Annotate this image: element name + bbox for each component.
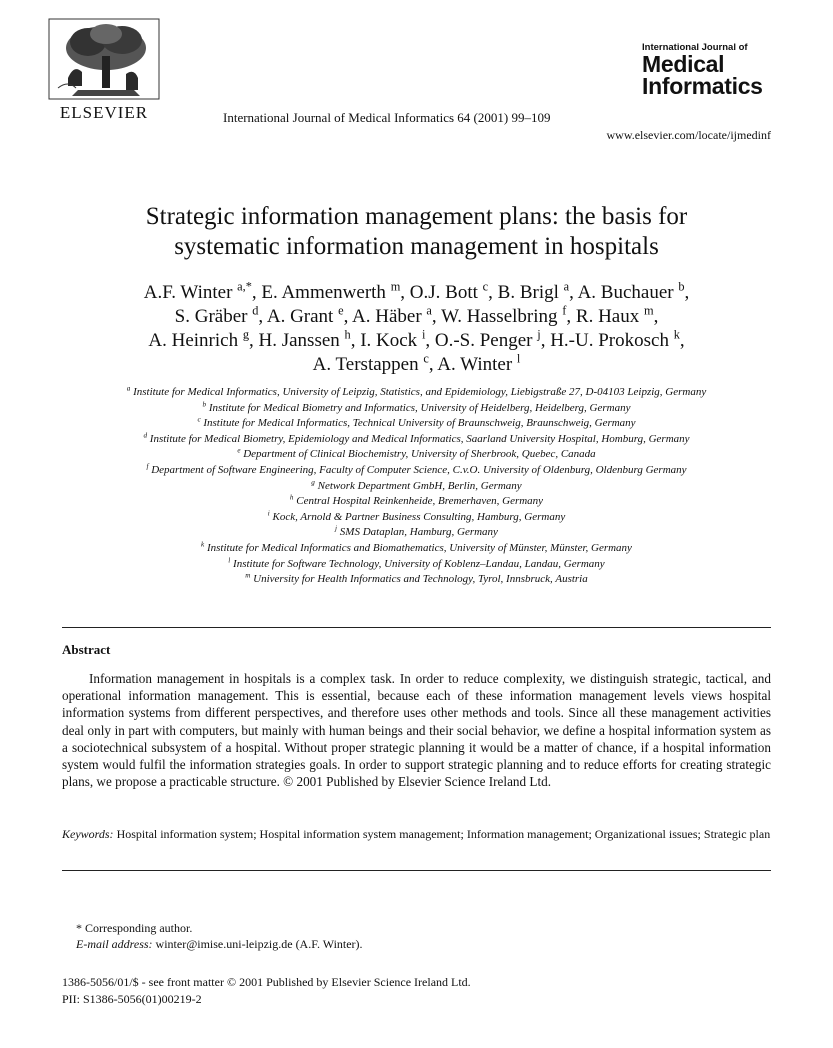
author-name: A. Winter: [437, 354, 513, 375]
affiliation-text: University for Health Informatics and Technology, Tyrol, Innsbruck, Austria: [253, 573, 588, 586]
pii-line: PII: S1386-5056(01)00219-2: [62, 992, 202, 1006]
journal-logo-line2: Medical: [642, 51, 725, 77]
affiliation-mark: d: [143, 431, 148, 440]
author-separator: ,: [431, 306, 442, 327]
affiliation-list: [40, 385, 793, 588]
journal-logo-line1: International Journal of: [642, 42, 748, 53]
abstract-body: Information management in hospitals is a complex task. In order to reduce complexity, we distinguish strategic, tactical, and operational information management. This is essential, because each of these information management levels views hospital information systems from different perspectives, and therefore uses other methods and tools. Since all these management activities deal only in part with computers, but mainly with human beings and their social behavior, we define a hospital information system as a sociotechnical subsystem of a hospital. Without proper strategic planning it would be a matter of chance, if a hospital information system would fulfil the information strategies goals. In order to support strategic planning and to reduce efforts for creating strategic plans, we propose a practicable structure. © 2001 Published by Elsevier Science Ireland Ltd.: [62, 671, 771, 790]
affiliation: [40, 401, 793, 417]
author-name: H.-U. Prokosch: [550, 330, 669, 351]
keywords: [62, 826, 771, 842]
title-line-1: Strategic information management plans: the basis for: [145, 203, 688, 230]
title-line-2: systematic information management in hospitals: [174, 233, 659, 260]
author-separator: ,: [249, 330, 259, 351]
author-name: A. Grant: [266, 306, 334, 327]
affiliation: [40, 447, 793, 463]
author-separator: ,: [343, 306, 353, 327]
author-affiliation-mark: c: [482, 279, 489, 294]
author-name: W. Hasselbring: [441, 306, 558, 327]
paper-title: [60, 202, 773, 262]
affiliation: [40, 525, 793, 541]
affiliation: [40, 510, 793, 526]
author-name: A. Buchauer: [577, 282, 674, 303]
author-affiliation-mark: m: [390, 279, 401, 294]
affiliation-mark: k: [201, 540, 205, 549]
author-name: O.-S. Penger: [434, 330, 533, 351]
affiliation-mark: b: [202, 399, 207, 408]
affiliation-mark: e: [237, 446, 241, 455]
author-separator: ,: [653, 306, 659, 327]
author-separator: ,: [428, 354, 438, 375]
author-affiliation-mark: a: [563, 279, 570, 294]
affiliation-mark: g: [311, 477, 315, 486]
author-affiliation-mark: i: [421, 327, 426, 342]
author-affiliation-mark: m: [643, 303, 654, 318]
affiliation: [40, 463, 793, 479]
author-separator: ,: [258, 306, 267, 327]
affiliation: [40, 541, 793, 557]
author-separator: ,: [425, 330, 435, 351]
author-affiliation-mark: h: [344, 327, 351, 342]
author-separator: ,: [566, 306, 576, 327]
affiliation: [40, 416, 793, 432]
affiliation-text: Department of Software Engineering, Faculty of Computer Science, C.v.O. University of Oldenburg, Oldenburg Germany: [151, 463, 687, 476]
author-name: H. Janssen: [258, 330, 340, 351]
author-line-1: [50, 281, 783, 305]
affiliation-mark: i: [267, 509, 270, 518]
author-line-3: [50, 329, 783, 353]
author-name: R. Haux: [575, 306, 640, 327]
elsevier-logo: [48, 18, 160, 123]
email-note: [76, 936, 363, 952]
affiliation: [40, 494, 793, 510]
author-line-2: [50, 305, 783, 329]
author-affiliation-mark: a: [426, 303, 432, 318]
author-affiliation-mark: c: [423, 351, 429, 366]
affiliation-mark: f: [146, 462, 149, 471]
affiliation-text: Institute for Medical Informatics, Technical University of Braunschweig, Braunschweig, Germany: [203, 417, 636, 430]
journal-url-link[interactable]: www.elsevier.com/locate/ijmedinf: [606, 128, 771, 142]
divider: [62, 627, 771, 628]
affiliation: [40, 572, 793, 588]
author-affiliation-mark: a,*: [237, 279, 252, 294]
keywords-label: Keywords:: [62, 827, 114, 841]
affiliation-text: Network Department GmbH, Berlin, Germany: [317, 479, 522, 492]
email-label: E-mail address:: [76, 937, 153, 951]
author-affiliation-mark: b: [678, 279, 685, 294]
journal-logo: [642, 42, 792, 97]
author-list: [50, 281, 783, 377]
affiliation-mark: m: [245, 571, 251, 580]
corresponding-author-note: * Corresponding author.: [76, 921, 193, 935]
author-name: A. Terstappen: [312, 354, 419, 375]
affiliation-mark: j: [335, 524, 338, 533]
author-name: A. Heinrich: [148, 330, 239, 351]
author-name: E. Ammenwerth: [261, 282, 386, 303]
author-affiliation-mark: d: [252, 303, 259, 318]
affiliation-text: Institute for Medical Biometry, Epidemiology and Medical Informatics, Saarland University Hospital, Homburg, Germany: [149, 432, 690, 445]
elsevier-tree-icon: [48, 18, 160, 100]
affiliation: [40, 557, 793, 573]
divider: [62, 870, 771, 871]
keywords-text: Hospital information system; Hospital information system management; Information management; Organizational issues; Strategic plan: [116, 827, 771, 841]
affiliation-text: Kock, Arnold & Partner Business Consulting, Hamburg, Germany: [272, 510, 566, 523]
copyright-line: 1386-5056/01/$ - see front matter © 2001 Published by Elsevier Science Ireland Ltd.: [62, 975, 471, 989]
author-affiliation-mark: g: [242, 327, 249, 342]
author-name: S. Gräber: [174, 306, 248, 327]
affiliation-mark: l: [228, 555, 231, 564]
author-name: A. Häber: [352, 306, 422, 327]
affiliation-text: Institute for Software Technology, University of Koblenz–Landau, Landau, Germany: [233, 557, 605, 570]
affiliation-text: SMS Dataplan, Hamburg, Germany: [339, 526, 498, 539]
author-affiliation-mark: f: [562, 303, 567, 318]
author-separator: ,: [251, 282, 262, 303]
author-name: B. Brigl: [497, 282, 559, 303]
author-affiliation-mark: j: [537, 327, 541, 342]
email-address-link[interactable]: winter@imise.uni-leipzig.de (A.F. Winter).: [155, 937, 363, 951]
author-affiliation-mark: k: [673, 327, 680, 342]
author-affiliation-mark: e: [338, 303, 344, 318]
author-name: O.J. Bott: [409, 282, 478, 303]
affiliation: [40, 385, 793, 401]
author-separator: ,: [540, 330, 551, 351]
author-separator: ,: [569, 282, 578, 303]
author-separator: ,: [679, 330, 685, 351]
affiliation: [40, 432, 793, 448]
author-name: A.F. Winter: [143, 282, 233, 303]
author-separator: ,: [684, 282, 690, 303]
affiliation-text: Institute for Medical Informatics and Biomathematics, University of Münster, Münster, Germany: [206, 541, 632, 554]
affiliation-mark: h: [289, 493, 294, 502]
publisher-name: ELSEVIER: [59, 103, 149, 122]
affiliation-text: Central Hospital Reinkenheide, Bremerhaven, Germany: [296, 495, 544, 508]
affiliation-text: Institute for Medical Biometry and Informatics, University of Heidelberg, Heidelberg, Germany: [208, 401, 631, 414]
author-separator: ,: [400, 282, 410, 303]
journal-citation: International Journal of Medical Informatics 64 (2001) 99–109: [223, 110, 551, 125]
affiliation-mark: c: [197, 415, 201, 424]
affiliation-text: Institute for Medical Informatics, University of Leipzig, Statistics, and Epidemiology, Liebigstraße 27, D-04103 Leipzig, Germany: [133, 386, 707, 398]
author-separator: ,: [350, 330, 361, 351]
affiliation: [40, 479, 793, 495]
journal-logo-line3: Informatics: [642, 73, 763, 99]
author-line-4: [50, 353, 783, 377]
author-affiliation-mark: l: [516, 351, 521, 366]
author-separator: ,: [488, 282, 498, 303]
abstract-heading: Abstract: [62, 642, 111, 657]
affiliation-text: Department of Clinical Biochemistry, University of Sherbrook, Quebec, Canada: [243, 448, 596, 461]
affiliation-mark: a: [126, 384, 131, 393]
author-name: I. Kock: [360, 330, 418, 351]
